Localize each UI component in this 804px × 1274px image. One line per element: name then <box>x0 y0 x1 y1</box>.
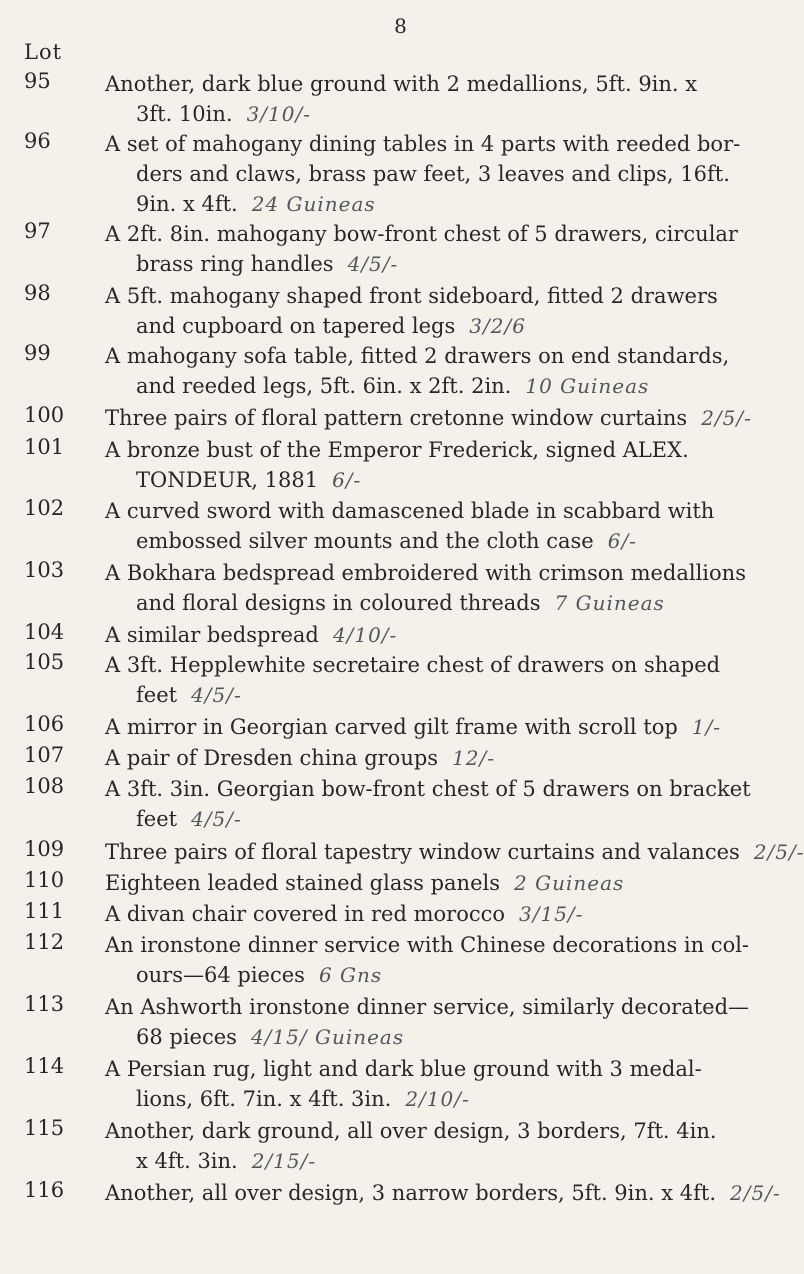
handwritten-price: 2/10/- <box>405 1087 470 1111</box>
handwritten-price: 2 Guineas <box>514 871 625 895</box>
lot-number: 98 <box>24 281 51 305</box>
lot-number: 95 <box>24 69 51 93</box>
description-line <box>105 1022 773 1052</box>
description-text: feet <box>136 807 178 831</box>
description-line: A Bokhara bedspread embroidered with crimson medallions <box>105 561 746 585</box>
handwritten-price: 4/5/- <box>347 252 399 276</box>
handwritten-price: 3/2/6 <box>469 314 526 338</box>
lot-number: 104 <box>24 620 65 644</box>
lot-number: 106 <box>24 712 65 736</box>
lot-description <box>105 69 773 129</box>
description-line: Another, all over design, 3 narrow borders, 5ft. 9in. x 4ft. <box>105 1181 717 1205</box>
lot-number: 100 <box>24 403 65 427</box>
lot-description <box>105 341 773 401</box>
description-text: lions, 6ft. 7in. x 4ft. 3in. <box>136 1087 392 1111</box>
handwritten-price: 4/5/- <box>191 807 242 831</box>
lot-column-header: Lot <box>24 40 63 64</box>
handwritten-price: 6/- <box>607 529 637 553</box>
lot-number: 112 <box>24 930 65 954</box>
description-line: A Persian rug, light and dark blue ground with 3 medal- <box>105 1057 702 1081</box>
description-text: ders and claws, brass paw feet, 3 leaves and clips, 16ft. <box>136 162 730 186</box>
lot-description <box>105 496 773 556</box>
lot-number: 115 <box>24 1116 65 1140</box>
description-text: ours—64 pieces <box>136 963 305 987</box>
lot-number: 116 <box>24 1178 65 1202</box>
lot-description <box>105 435 773 495</box>
description-text: TONDEUR, 1881 <box>136 468 319 492</box>
lot-number: 99 <box>24 341 51 365</box>
lot-description <box>105 837 804 867</box>
lot-number: 101 <box>24 435 65 459</box>
description-line <box>105 311 773 341</box>
lot-description <box>105 403 773 433</box>
lot-number: 109 <box>24 837 65 861</box>
lot-description <box>105 620 773 650</box>
description-line <box>105 1084 773 1114</box>
description-line: A divan chair covered in red morocco <box>105 902 506 926</box>
description-text: brass ring handles <box>136 252 334 276</box>
lot-number: 113 <box>24 992 65 1016</box>
description-line: A bronze bust of the Emperor Frederick, signed ALEX. <box>105 438 689 462</box>
handwritten-price: 12/- <box>452 746 496 770</box>
handwritten-price: 1/- <box>691 715 722 739</box>
lot-description <box>105 712 773 742</box>
description-line: A curved sword with damascened blade in scabbard with <box>105 499 715 523</box>
description-line <box>105 526 773 556</box>
description-text: and reeded legs, 5ft. 6in. x 2ft. 2in. <box>136 374 512 398</box>
description-line <box>105 680 773 710</box>
description-line <box>105 159 773 189</box>
handwritten-price: 10 Guineas <box>525 374 650 398</box>
description-line: Another, dark blue ground with 2 medallions, 5ft. 9in. x <box>105 72 698 96</box>
handwritten-price: 6/- <box>332 468 362 492</box>
lot-description <box>105 1178 781 1208</box>
lot-description <box>105 1054 773 1114</box>
description-line <box>105 465 773 495</box>
description-line <box>105 189 773 219</box>
handwritten-price: 6 Gns <box>318 963 383 987</box>
handwritten-price: 3/10/- <box>246 102 311 126</box>
handwritten-price: 4/15/ Guineas <box>250 1025 405 1049</box>
handwritten-price: 4/5/- <box>191 683 242 707</box>
lot-description <box>105 281 773 341</box>
description-line: A similar bedspread <box>105 623 319 647</box>
page-number: 8 <box>394 14 407 38</box>
lot-number: 105 <box>24 650 65 674</box>
lot-number: 102 <box>24 496 65 520</box>
description-text: and floral designs in coloured threads <box>136 591 541 615</box>
handwritten-price: 2/5/- <box>753 840 804 864</box>
handwritten-price: 4/10/- <box>332 623 398 647</box>
lot-description <box>105 650 773 710</box>
description-text: 3ft. 10in. <box>136 102 233 126</box>
description-line <box>105 804 773 834</box>
lot-number: 97 <box>24 219 51 243</box>
description-line: A mirror in Georgian carved gilt frame with scroll top <box>105 715 678 739</box>
lot-description <box>105 774 773 834</box>
lot-description <box>105 558 773 618</box>
description-line: A pair of Dresden china groups <box>105 746 439 770</box>
handwritten-price: 7 Guineas <box>554 591 665 615</box>
lot-description <box>105 743 773 773</box>
description-text: 68 pieces <box>136 1025 237 1049</box>
description-text: 9in. x 4ft. <box>136 192 238 216</box>
description-line: A 3ft. Hepplewhite secretaire chest of drawers on shaped <box>105 653 721 677</box>
lot-number: 114 <box>24 1054 65 1078</box>
description-text: and cupboard on tapered legs <box>136 314 456 338</box>
description-line <box>105 371 773 401</box>
description-text: embossed silver mounts and the cloth case <box>136 529 594 553</box>
description-line: A 2ft. 8in. mahogany bow-front chest of 5 drawers, circular <box>105 222 738 246</box>
lot-number: 107 <box>24 743 65 767</box>
description-line <box>105 99 773 129</box>
description-line <box>105 1146 773 1176</box>
lot-description <box>105 219 773 279</box>
description-line: Eighteen leaded stained glass panels <box>105 871 501 895</box>
description-line: A mahogany sofa table, fitted 2 drawers on end standards, <box>105 344 730 368</box>
description-line: A set of mahogany dining tables in 4 parts with reeded bor- <box>105 132 741 156</box>
description-line <box>105 960 773 990</box>
description-line: An Ashworth ironstone dinner service, similarly decorated— <box>105 995 750 1019</box>
lot-description <box>105 992 773 1052</box>
lot-number: 96 <box>24 129 51 153</box>
lot-description <box>105 930 773 990</box>
handwritten-price: 3/15/- <box>519 902 584 926</box>
handwritten-price: 2/15/- <box>251 1149 317 1173</box>
description-line: Another, dark ground, all over design, 3 borders, 7ft. 4in. <box>105 1119 717 1143</box>
handwritten-price: 24 Guineas <box>251 192 376 216</box>
description-line <box>105 249 773 279</box>
description-line: Three pairs of floral tapestry window curtains and valances <box>105 840 740 864</box>
lot-number: 111 <box>24 899 65 923</box>
description-text: x 4ft. 3in. <box>136 1149 238 1173</box>
description-line: Three pairs of floral pattern cretonne window curtains <box>105 406 688 430</box>
lot-description <box>105 899 773 929</box>
description-line <box>105 588 773 618</box>
lot-number: 108 <box>24 774 65 798</box>
handwritten-price: 2/5/- <box>730 1181 781 1205</box>
lot-description <box>105 1116 773 1176</box>
lot-number: 110 <box>24 868 65 892</box>
lot-number: 103 <box>24 558 65 582</box>
description-line: An ironstone dinner service with Chinese decorations in col- <box>105 933 750 957</box>
handwritten-price: 2/5/- <box>701 406 752 430</box>
description-text: feet <box>136 683 178 707</box>
lot-description <box>105 129 773 219</box>
lot-description <box>105 868 773 898</box>
description-line: A 3ft. 3in. Georgian bow-front chest of 5 drawers on bracket <box>105 777 751 801</box>
description-line: A 5ft. mahogany shaped front sideboard, fitted 2 drawers <box>105 284 718 308</box>
